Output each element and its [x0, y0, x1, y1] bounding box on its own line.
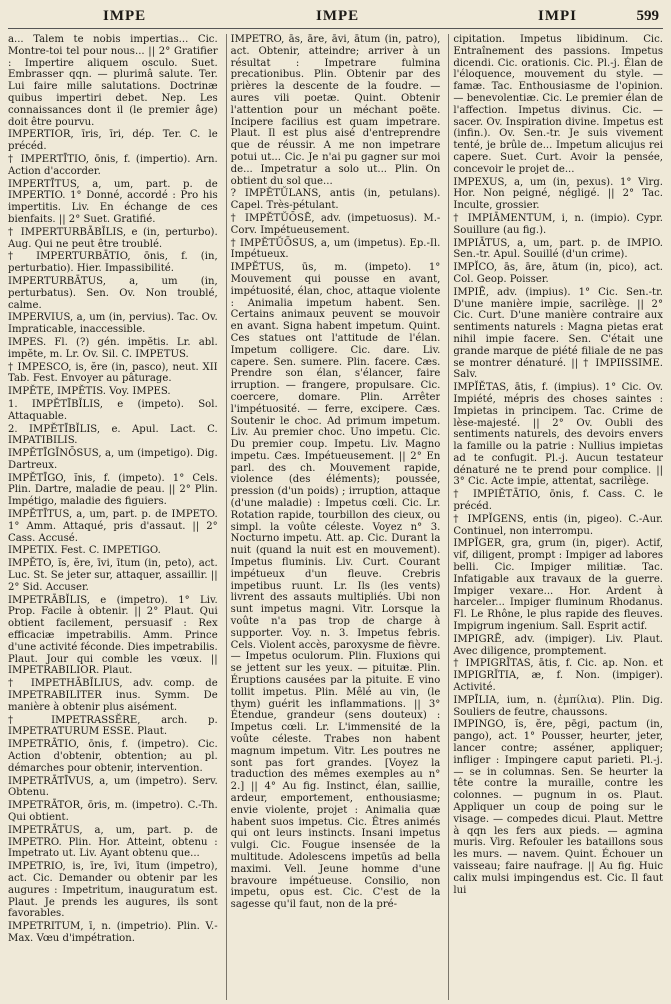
dictionary-entry: † IMPERTĪTIO, ōnis, f. (impertio). Arn. Action d'accorder. — [8, 153, 218, 177]
dictionary-entry: IMPĬGER, gra, grum (in, piger). Actif, vif, diligent, prompt : Impiger ad labores belli. Cic. Impiger militiæ. Tac. Infatigable aux travaux de la guerre. Impiger vexare... Hor. Ardent à harceler... Impiger fluminum Rhodanus. Fl. Le Rhône, le plus rapide des fleuves. Impigrum ingenium. Sall. Esprit actif. — [453, 538, 663, 633]
columns — [8, 34, 663, 1000]
dictionary-entry: † IMPIĔTĀTIO, ōnis, f. Cass. C. le précéd. — [453, 489, 663, 513]
dictionary-entry: IMPĔTUS, ūs, m. (impeto). 1° Mouvement qui pousse en avant, impétuosité, élan, choc, attaque violente : Animalia impetum habent. Sen. Certains animaux peuvent se mouvoir en avant. Signa habent impetum. Quint. Ces statues ont l'attitude de l'élan. Impetum colligere. Cic. dare. Liv. capere. Sen. sumere. Plin. facere. Cæs. Prendre son élan, s'élancer, faire irruption. — frangere, propulsare. Cic. coercere, domare. Plin. Arrêter l'impétuosité. — ferre, excipere. Cæs. Soutenir le choc. Ad primum impetum. Liv. Au premier choc. Uno impetu. Cic. Du premier coup. Impetu. Liv. Magno impetu. Cæs. Impétueusement. || 2° En parl. des ch. Mouvement rapide, violence (des éléments); poussée, pression (d'un poids) ; irruption, attaque (d'une maladie) : Impetus cœli. Cic. Lr. Rotation rapide, tourbillon des cieux, ou simpl. la voûte céleste. Voyez n° 3. Nocturno impetu. Att. ap. Cic. Durant la nuit (quand la nuit est en mouvement). Impetus fluminis. Liv. Curt. Courant impétueux d'un fleuve. Crebris impetibus ruunt. Lr. Ils (les vents) livrent des assauts multipliés. Ubi non sunt impetus magni. Vitr. Lorsque la voûte n'a pas trop de charge à supporter. Voy. n. 3. Impetus febris. Cels. Violent accès, paroxysme de fièvre. — Impetus oculorum. Plin. Fluxions qui se jettent sur les yeux. — pituitæ. Plin. Éruptions causées par la pituite. E vino tollit impetus. Plin. Mêlé au vin, (le thym) guérit les inflammations. || 3° Étendue, grandeur (sens douteux) : Impetus cœli. Lr. L'immensité de la voûte céleste. Trabes non habent magnum impetum. Vitr. Les poutres ne sont pas fort grandes. [Voyez la traduction des mêmes exemples au n° 2.] || 4° Au fig. Instinct, élan, saillie, ardeur, emportement, enthousiasme; envie violente, projet : Animalia quæ habent suos impetus. Cic. Êtres animés qui ont leurs instincts. Insani impetus vulgi. Cic. Fougue insensée de la multitude. Adolescens impetūs ad bella maximi. Vell. Jeune homme d'une bravoure impétueuse. Consilio, non impetu, opus est. Cic. C'est de la sagesse qu'il faut, non de la pré- — [230, 262, 441, 911]
dictionary-entry: † IMPIGRĬTAS, ātis, f. Cic. ap. Non. et IMPIGRĬTIA, æ, f. Non. (impiger). Activité. — [453, 658, 663, 694]
dictionary-entry: cipitation. Impetus libidinum. Cic. Entraînement des passions. Impetus dicendi. Cic. orationis. Cic. Pl.-j. Élan de l'éloquence, mouvement du style. — famæ. Tac. Enthousiasme de l'opinion. — benevolentiæ. Cic. Le premier élan de l'affection. Impetus divinus. Cic. — sacer. Ov. Inspiration divine. Impetus est (infin.). Ov. Sen.-tr. Je suis vivement tenté, je brûle de... Impetum alicujus rei capere. Suet. Curt. Avoir la pensée, concevoir le projet de... — [453, 34, 663, 175]
dictionary-entry: IMPINGO, ĭs, ĕre, pēgi, pactum (in, pango), act. 1° Pousser, heurter, jeter, lancer contre; asséner, appliquer; infliger : Impingere caput parieti. Pl.-j. — se in columnas. Sen. Se heurter la tête contre la muraille, contre les colonnes. — pugnum in os. Plaut. Appliquer un coup de poing sur le visage. — compedes dicui. Plaut. Mettre à qqn les fers aux pieds. — agmina muris. Virg. Refouler les bataillons sous les murs. — navem. Quint. Échouer un vaisseau; faire naufrage. || Au fig. Huic calix mulsi impingendus est. Cic. Il faut lui — [453, 719, 663, 896]
dictionary-entry: IMPETRĀTUS, a, um, part. p. de IMPETRO. Plin. Hor. Atteint, obtenu : Impetrato ut. Liv. Ayant obtenu que... — [8, 824, 218, 860]
dictionary-entry: IMPEXUS, a, um (in, pexus). 1° Virg. Hor. Non peigné, négligé. || 2° Tac. Inculte, grossier. — [453, 176, 663, 212]
running-head-left: IMPE — [103, 8, 147, 24]
dictionary-entry: IMPERVIUS, a, um (in, pervius). Tac. Ov. Impraticable, inaccessible. — [8, 312, 218, 336]
column-right — [448, 34, 663, 1000]
page-number: 599 — [636, 8, 659, 24]
column-left — [8, 34, 218, 1000]
dictionary-entry: † IMPĔTŬŌSUS, a, um (impetus). Ep.-Il. Impétueux. — [230, 237, 441, 261]
dictionary-entry: † IMPETRASSĔRE, arch. p. IMPETRATURUM ESSE. Plaut. — [8, 714, 218, 738]
dictionary-entry: † IMPERTURBĀTIO, ōnis, f. (in, perturbatio). Hier. Impassibilité. — [8, 251, 218, 275]
dictionary-entry: IMPIĒ, adv. (impius). 1° Cic. Sen.-tr. D'une manière impie, sacrilège. || 2° Cic. Curt. D'une manière contraire aux sentiments naturels : Magna pietas erat nihil impie facere. Sen. C'était une grande marque de piété filiale de ne pas se montrer dénaturé. || † IMPIISSIME. Salv. — [453, 286, 663, 381]
dictionary-entry: IMPIGRĒ, adv. (impiger). Liv. Plaut. Avec diligence, promptement. — [453, 633, 663, 657]
dictionary-entry: IMPETRĀBĬLIS, e (impetro). 1° Liv. Prop. Facile à obtenir. || 2° Plaut. Qui obtient facilement, persuasif : Rex efficaciæ impetrabilis. Amm. Prince d'une activité féconde. Dies impetrabilis. Plaut. Jour qui comble les vœux. || IMPETRABILIOR. Plaut. — [8, 594, 218, 677]
dictionary-entry: † IMPESCO, is, ĕre (in, pasco), neut. XII Tab. Fest. Envoyer au pâturage. — [8, 361, 218, 385]
dictionary-entry: ? IMPĔTŬLANS, antis (in, petulans). Capel. Très-pétulant. — [230, 188, 441, 212]
dictionary-entry: IMPĬCO, ās, āre, ātum (in, pico), act. Col. Geop. Poisser. — [453, 262, 663, 285]
running-head-right: IMPI — [538, 8, 577, 24]
dictionary-entry: IMPERTURBĀTUS, a, um (in, perturbatus). Sen. Ov. Non troublé, calme. — [8, 275, 218, 311]
dictionary-entry: † IMPĔTŬŌSĒ, adv. (impetuosus). M.-Corv. Impétueusement. — [230, 212, 441, 236]
dictionary-entry: IMPĪLIA, ium, n. (ἐμπίλια). Plin. Dig. Souliers de feutre, chaussons. — [453, 694, 663, 718]
dictionary-entry: IMPĔTE, IMPĔTIS. Voy. IMPES. — [8, 386, 171, 398]
dictionary-entry: IMPES. Fl. (?) gén. impĕtis. Lr. abl. impĕte, m. Lr. Ov. Sil. C. IMPETUS. — [8, 336, 218, 360]
dictionary-entry: IMPETRĀTIO, ōnis, f. (impetro). Cic. Action d'obtenir, obtention; au pl. démarches pour obtenir, intervention. — [8, 739, 218, 774]
dictionary-entry: 1. IMPĔTĪBĬLIS, e (impeto). Sol. Attaquable. — [8, 398, 218, 422]
dictionary-entry: IMPIĀTUS, a, um, part. p. de IMPIO. Sen.-tr. Apul. Souillé (d'un crime). — [453, 237, 663, 261]
dictionary-entry: IMPETRITUM, ī, n. (impetrio). Plin. V.-Max. Vœu d'impétration. — [8, 921, 218, 944]
dictionary-entry: IMPERTIOR, īris, īri, dép. Ter. C. le précéd. — [8, 129, 218, 153]
dictionary-entry: IMPĔTO, ĭs, ĕre, īvi, ītum (in, peto), act. Luc. St. Se jeter sur, attaquer, assaillir. || 2° Sid. Accuser. — [8, 558, 218, 593]
dictionary-entry: IMPERTĪTUS, a, um, part. p. de IMPERTIO. 1° Donné, accordé : Pro his impertitis. Liv. En échange de ces bienfaits. || 2° Suet. Gratifié. — [8, 178, 218, 225]
dictionary-entry: † IMPĬGENS, entis (in, pigeo). C.-Aur. Continuel, non interrompu. — [453, 513, 663, 537]
column-middle — [226, 34, 441, 1000]
dictionary-entry: IMPETRIO, is, īre, īvi, ītum (impetro), act. Cic. Demander ou obtenir par les augures : Impetritum, inauguratum est. Plaut. Je prends les augures, ils sont favorables. — [8, 861, 218, 920]
dictionary-entry: IMPETRĀTĪVUS, a, um (impetro). Serv. Obtenu. — [8, 775, 218, 799]
dictionary-entry: 2. IMPĔTĪBĬLIS, e. Apul. Lact. C. IMPATIBILIS. — [8, 423, 218, 447]
dictionary-entry: IMPĔTĪGĬNŌSUS, a, um (impetigo). Dig. Dartreux. — [8, 448, 218, 471]
dictionary-entry: IMPĬĔTAS, ātis, f. (impius). 1° Cic. Ov. Impiété, mépris des choses saintes : Impietas in principem. Tac. Crime de lèse-majesté. || 2° Ov. Oubli des sentiments naturels, des devoirs envers la famille ou la patrie : Nullius impietas ad te confugit. Pl.-j. Aucun testateur dénaturé ne te prend pour complice. || 3° Cic. Acte impie, attentat, sacrilège. — [453, 382, 663, 488]
dictionary-entry: a... Talem te nobis impertias... Cic. Montre-toi tel pour nous... || 2° Gratifier : Impertire aliquem osculo. Suet. Embrasser qqn. — plurimâ salute. Ter. Lui faire mille salutations. Doctrinæ quibus impertiri debet. Nep. Les connaissances dont il (le premier âge) doit être pourvu. — [8, 34, 218, 128]
dictionary-entry: IMPĔTĪGO, ĭnis, f. (impeto). 1° Cels. Plin. Dartre, maladie de peau. || 2° Plin. Impétigo, maladie des figuiers. — [8, 472, 218, 508]
dictionary-entry: IMPETRO, ās, āre, āvi, ātum (in, patro), act. Obtenir, atteindre; arriver à un résultat : Impetrare fulmina precationibus. Plin. Obtenir par des prières la descente de la foudre. — aures vili poetæ. Quint. Obtenir l'attention pour un méchant poëte. Incipere facilius est quam impetrare. Plaut. Il est plus aisé d'entreprendre que de réussir. A me non impetrare potui ut... Cic. Je n'ai pu gagner sur moi de... Impetratur a solo ut... Plin. On obtient du sol que... — [230, 34, 441, 187]
page-header — [8, 6, 663, 29]
dictionary-entry: IMPETIX. Fest. C. IMPETIGO. — [8, 545, 161, 557]
dictionary-entry: † IMPERTURBĀBĬLIS, e (in, perturbo). Aug. Qui ne peut être troublé. — [8, 226, 218, 250]
dictionary-entry: IMPĔTĪTUS, a, um, part. p. de IMPETO. 1° Amm. Attaqué, pris d'assaut. || 2° Cass. Accusé. — [8, 509, 218, 544]
running-head-center: IMPE — [316, 8, 360, 24]
dictionary-entry: † IMPETHĀBĬLIUS, adv. comp. de IMPETRABILITER inus. Symm. De manière à obtenir plus aisément. — [8, 678, 218, 713]
dictionary-entry: IMPETRĀTOR, ōris, m. (impetro). C.-Th. Qui obtient. — [8, 800, 218, 823]
dictionary-entry: † IMPIĀMENTUM, i, n. (impio). Cypr. Souillure (au fig.). — [453, 212, 663, 236]
